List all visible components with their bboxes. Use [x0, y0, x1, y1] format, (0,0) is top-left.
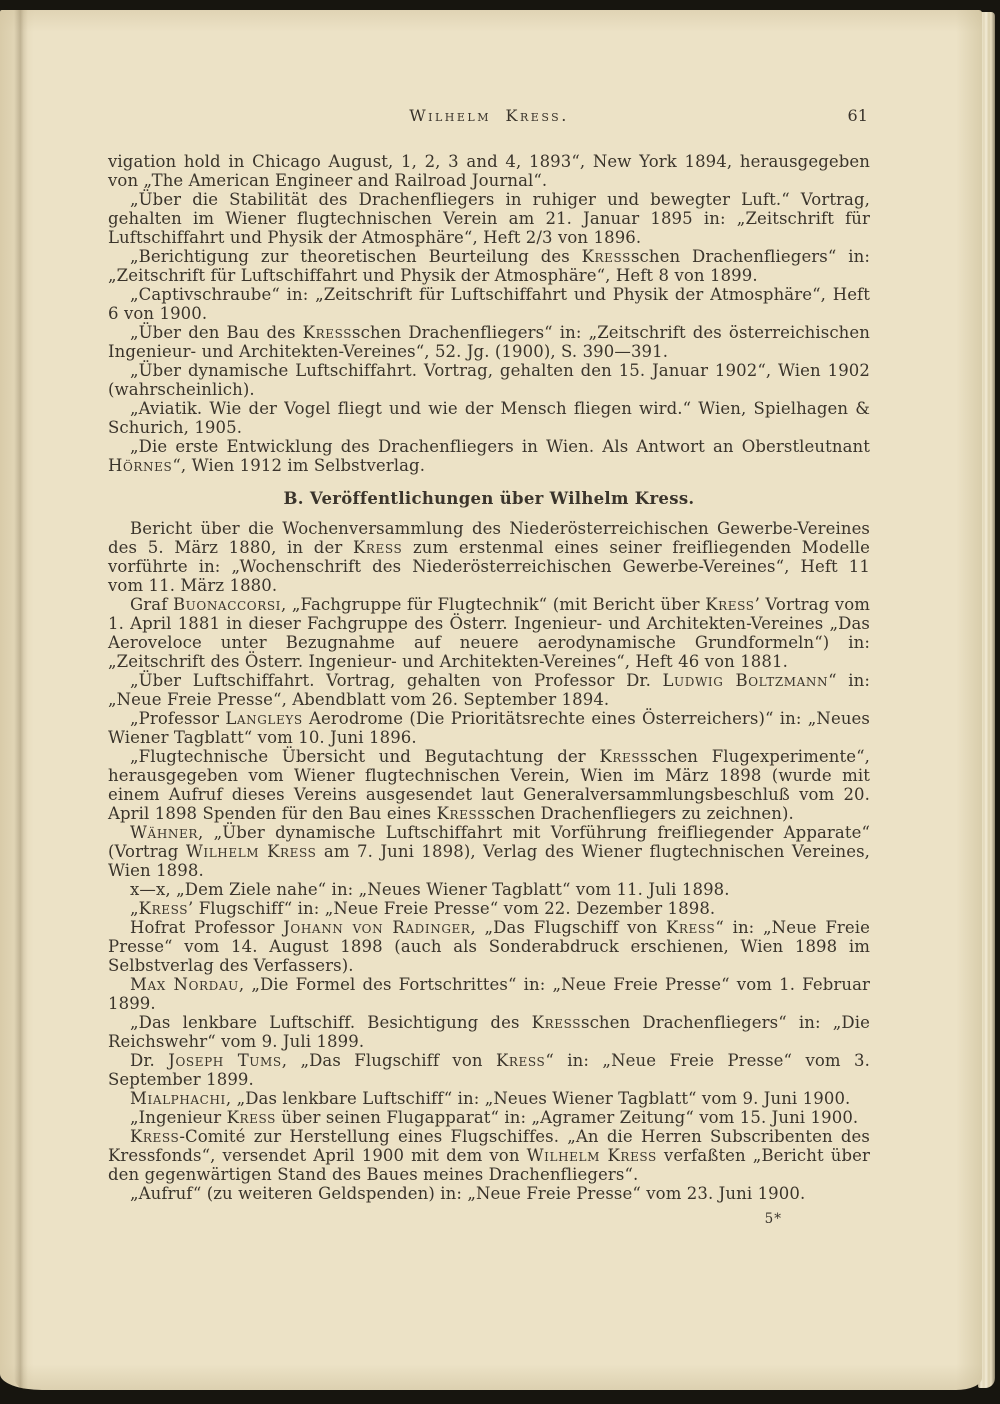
paragraph: [108, 823, 870, 880]
text-run: , „Über dynamische Luftschiffahrt mit Vorführung freifliegender Apparate“ (Vortrag: [108, 823, 870, 861]
small-caps-name: Kress: [666, 918, 716, 937]
paragraph: [108, 285, 870, 323]
text-run: schen Drachenfliegers“ in: „Die Reichswehr“ vom 9. Juli 1899.: [108, 1013, 870, 1051]
text-run: “, Wien 1912 im Selbstverlag.: [172, 456, 426, 475]
text-run: am 7. Juni 1898), Verlag des Wiener flugtechnischen Vereines, Wien 1898.: [108, 842, 870, 880]
running-title: Wilhelm Kress.: [409, 106, 569, 125]
text-run: Graf: [130, 595, 173, 614]
text-run: Bericht über die Wochenversammlung des Niederösterreichischen Gewerbe-Vereines des 5. März 1880, in der: [108, 519, 870, 557]
small-caps-name: Kress: [531, 1013, 582, 1032]
small-caps-name: Langleys: [225, 709, 303, 728]
text-run: „Das lenkbare Luftschiff. Besichtigung des: [130, 1013, 532, 1032]
small-caps-name: Wilhelm Kress: [526, 1146, 657, 1165]
text-run: -Comité zur Herstellung eines Flugschiffes. „An die Herren Subscribenten des Kressfonds“, versendet April 1900 mit dem von: [108, 1127, 870, 1165]
paragraph: [108, 1108, 870, 1127]
text-block: [108, 106, 870, 1229]
text-run: „Aufruf“ (zu weiteren Geldspenden) in: „Neue Freie Presse“ vom 23. Juni 1900.: [130, 1184, 806, 1203]
text-run: “ in: „Neue Freie Presse“ vom 3. September 1899.: [108, 1051, 870, 1089]
paragraph: [108, 1184, 870, 1203]
paragraph: [108, 709, 870, 747]
small-caps-name: Johann von Radinger: [283, 918, 471, 937]
paragraph: [108, 595, 870, 671]
paragraph: [108, 399, 870, 437]
text-run: über seinen Flugapparat“ in: „Agramer Zeitung“ vom 15. Juni 1900.: [275, 1108, 859, 1127]
text-run: verfaßten „Bericht über den gegenwärtigen Stand des Baues meines Drachenfliegers“.: [108, 1146, 870, 1184]
text-run: , „Das Flugschiff von: [281, 1051, 496, 1070]
text-run: „Die erste Entwicklung des Drachenfliegers in Wien. Als Antwort an Oberstleutnant: [130, 437, 870, 456]
small-caps-name: Max Nordau: [130, 975, 239, 994]
text-run: “ in: „Neue Freie Presse“ vom 14. August 1898 (auch als Sonderabdruck erschienen, Wien 1898 im Selbstverlag des Verfassers).: [108, 918, 870, 975]
small-caps-name: Buonaccorsi: [172, 595, 281, 614]
text-run: schen Drachenfliegers zu zeichnen).: [485, 804, 794, 823]
paragraph: [108, 190, 870, 247]
text-run: „Flugtechnische Übersicht und Begutachtung der: [130, 747, 600, 766]
text-run: “ in: „Neue Freie Presse“, Abendblatt vom 26. September 1894.: [108, 671, 870, 709]
paragraph: [108, 1089, 870, 1108]
text-run: „Professor: [130, 709, 226, 728]
text-run: zum erstenmal eines seiner freifliegenden Modelle vorführte in: „Wochenschrift des Niederösterreichischen Gewerbe-Vereines“, Heft 11 vom 11. März 1880.: [108, 538, 870, 595]
paragraph: [108, 1051, 870, 1089]
small-caps-name: Ludwig Boltzmann: [662, 671, 829, 690]
text-run: vigation hold in Chicago August, 1, 2, 3 and 4, 1893“, New York 1894, herausgegeben von „The American Engineer and Railroad Journal“.: [108, 152, 870, 190]
text-run: Hofrat Professor: [130, 918, 284, 937]
text-run: „Aviatik. Wie der Vogel fliegt und wie der Mensch fliegen wird.“ Wien, Spielhagen & Schurich, 1905.: [108, 399, 870, 437]
text-run: „Über die Stabilität des Drachenfliegers in ruhiger und bewegter Luft.“ Vortrag, gehalten im Wiener flugtechnischen Verein am 21. Januar 1895 in: „Zeitschrift für Luftschiffahrt und Physik der Atmosphäre“, Heft 2/3 von 1896.: [108, 190, 870, 247]
text-run: , „Das Flugschiff von: [470, 918, 666, 937]
paragraph: [108, 975, 870, 1013]
paragraph: [108, 437, 870, 475]
section-heading: B. Veröffentlichungen über Wilhelm Kress.: [283, 489, 695, 508]
small-caps-name: Kress: [436, 804, 486, 823]
text-run: „Captivschraube“ in: „Zeitschrift für Luftschiffahrt und Physik der Atmosphäre“, Heft 6 von 1900.: [108, 285, 870, 323]
page-surface: [0, 10, 982, 1390]
text-run: Dr.: [130, 1051, 169, 1070]
small-caps-name: Kress: [138, 899, 189, 918]
small-caps-name: Mialphachi: [130, 1089, 226, 1108]
small-caps-name: Joseph Tums: [168, 1051, 282, 1070]
page-number: 61: [847, 106, 868, 125]
paragraph: [108, 519, 870, 595]
text-run: schen Drachenfliegers“ in: „Zeitschrift des österreichischen Ingenieur- und Architekten-Vereines“, 52. Jg. (1900), S. 390—391.: [108, 323, 870, 361]
paragraph: [108, 899, 870, 918]
small-caps-name: Hörnes: [108, 456, 173, 475]
text-run: „Über dynamische Luftschiffahrt. Vortrag, gehalten den 15. Januar 1902“, Wien 1902 (wahrscheinlich).: [108, 361, 870, 399]
text-run: „Ingenieur: [130, 1108, 227, 1127]
bibliography-section-a: [108, 152, 870, 475]
paragraph: [108, 361, 870, 399]
small-caps-name: Kress: [496, 1051, 546, 1070]
paragraph: [108, 918, 870, 975]
paragraph: [108, 747, 870, 823]
footer-signature-mark: 5*: [764, 1211, 782, 1227]
small-caps-name: Kress: [705, 595, 755, 614]
paragraph: [108, 671, 870, 709]
text-run: schen Drachenfliegers“ in: „Zeitschrift für Luftschiffahrt und Physik der Atmosphäre“, Heft 8 von 1899.: [108, 247, 870, 285]
small-caps-name: Kress: [581, 247, 631, 266]
small-caps-name: Kress: [352, 538, 403, 557]
text-run: x—x, „Dem Ziele nahe“ in: „Neues Wiener Tagblatt“ vom 11. Juli 1898.: [130, 880, 730, 899]
small-caps-name: Kress: [302, 323, 353, 342]
small-caps-name: Kress: [226, 1108, 276, 1127]
paragraph: [108, 1013, 870, 1051]
small-caps-name: Wilhelm Kress: [185, 842, 317, 861]
text-run: , „Das lenkbare Luftschiff“ in: „Neues Wiener Tagblatt“ vom 9. Juni 1900.: [225, 1089, 851, 1108]
text-run: „Über Luftschiffahrt. Vortrag, gehalten von Professor Dr.: [130, 671, 663, 690]
paragraph: [108, 323, 870, 361]
text-run: Aerodrome (Die Prioritätsrechte eines Österreichers)“ in: „Neues Wiener Tagblatt“ vom 10. Juni 1896.: [108, 709, 870, 747]
bibliography-section-b: [108, 519, 870, 1203]
page-header: [108, 106, 870, 125]
text-run: ’ Vortrag vom 1. April 1881 in dieser Fachgruppe des Österr. Ingenieur- und Architekten-Vereines „Das Aeroveloce unter Bezugnahme auf neuere aerodynamische Grundformeln“) in: „Zeitschrift des Österr. Ingenieur- und Architekten-Vereines“, Heft 46 von 1881.: [108, 595, 871, 671]
text-run: schen Flugexperimente“, herausgegeben vom Wiener flugtechnischen Verein, Wien im März 1898 (wurde mit einem Aufruf dieses Vereins ausgesendet laut Generalversammlungsbeschluß vom 20. April 1898 Spenden für den Bau eines: [108, 747, 870, 823]
text-run: , „Die Formel des Fortschrittes“ in: „Neue Freie Presse“ vom 1. Februar 1899.: [108, 975, 870, 1013]
text-run: „Berichtigung zur theoretischen Beurteilung des: [130, 247, 582, 266]
small-caps-name: Kress: [599, 747, 649, 766]
text-run: „: [130, 899, 139, 918]
paragraph: [108, 247, 870, 285]
binding-gutter-crease: [14, 10, 28, 1390]
paragraph: [108, 1127, 870, 1184]
text-run: „Über den Bau des: [130, 323, 303, 342]
small-caps-name: Kress: [130, 1127, 180, 1146]
paragraph: [108, 880, 870, 899]
small-caps-name: Wähner: [130, 823, 198, 842]
paragraph: [108, 152, 870, 190]
text-run: , „Fachgruppe für Flugtechnik“ (mit Bericht über: [281, 595, 706, 614]
text-run: ’ Flugschiff“ in: „Neue Freie Presse“ vom 22. Dezember 1898.: [188, 899, 716, 918]
